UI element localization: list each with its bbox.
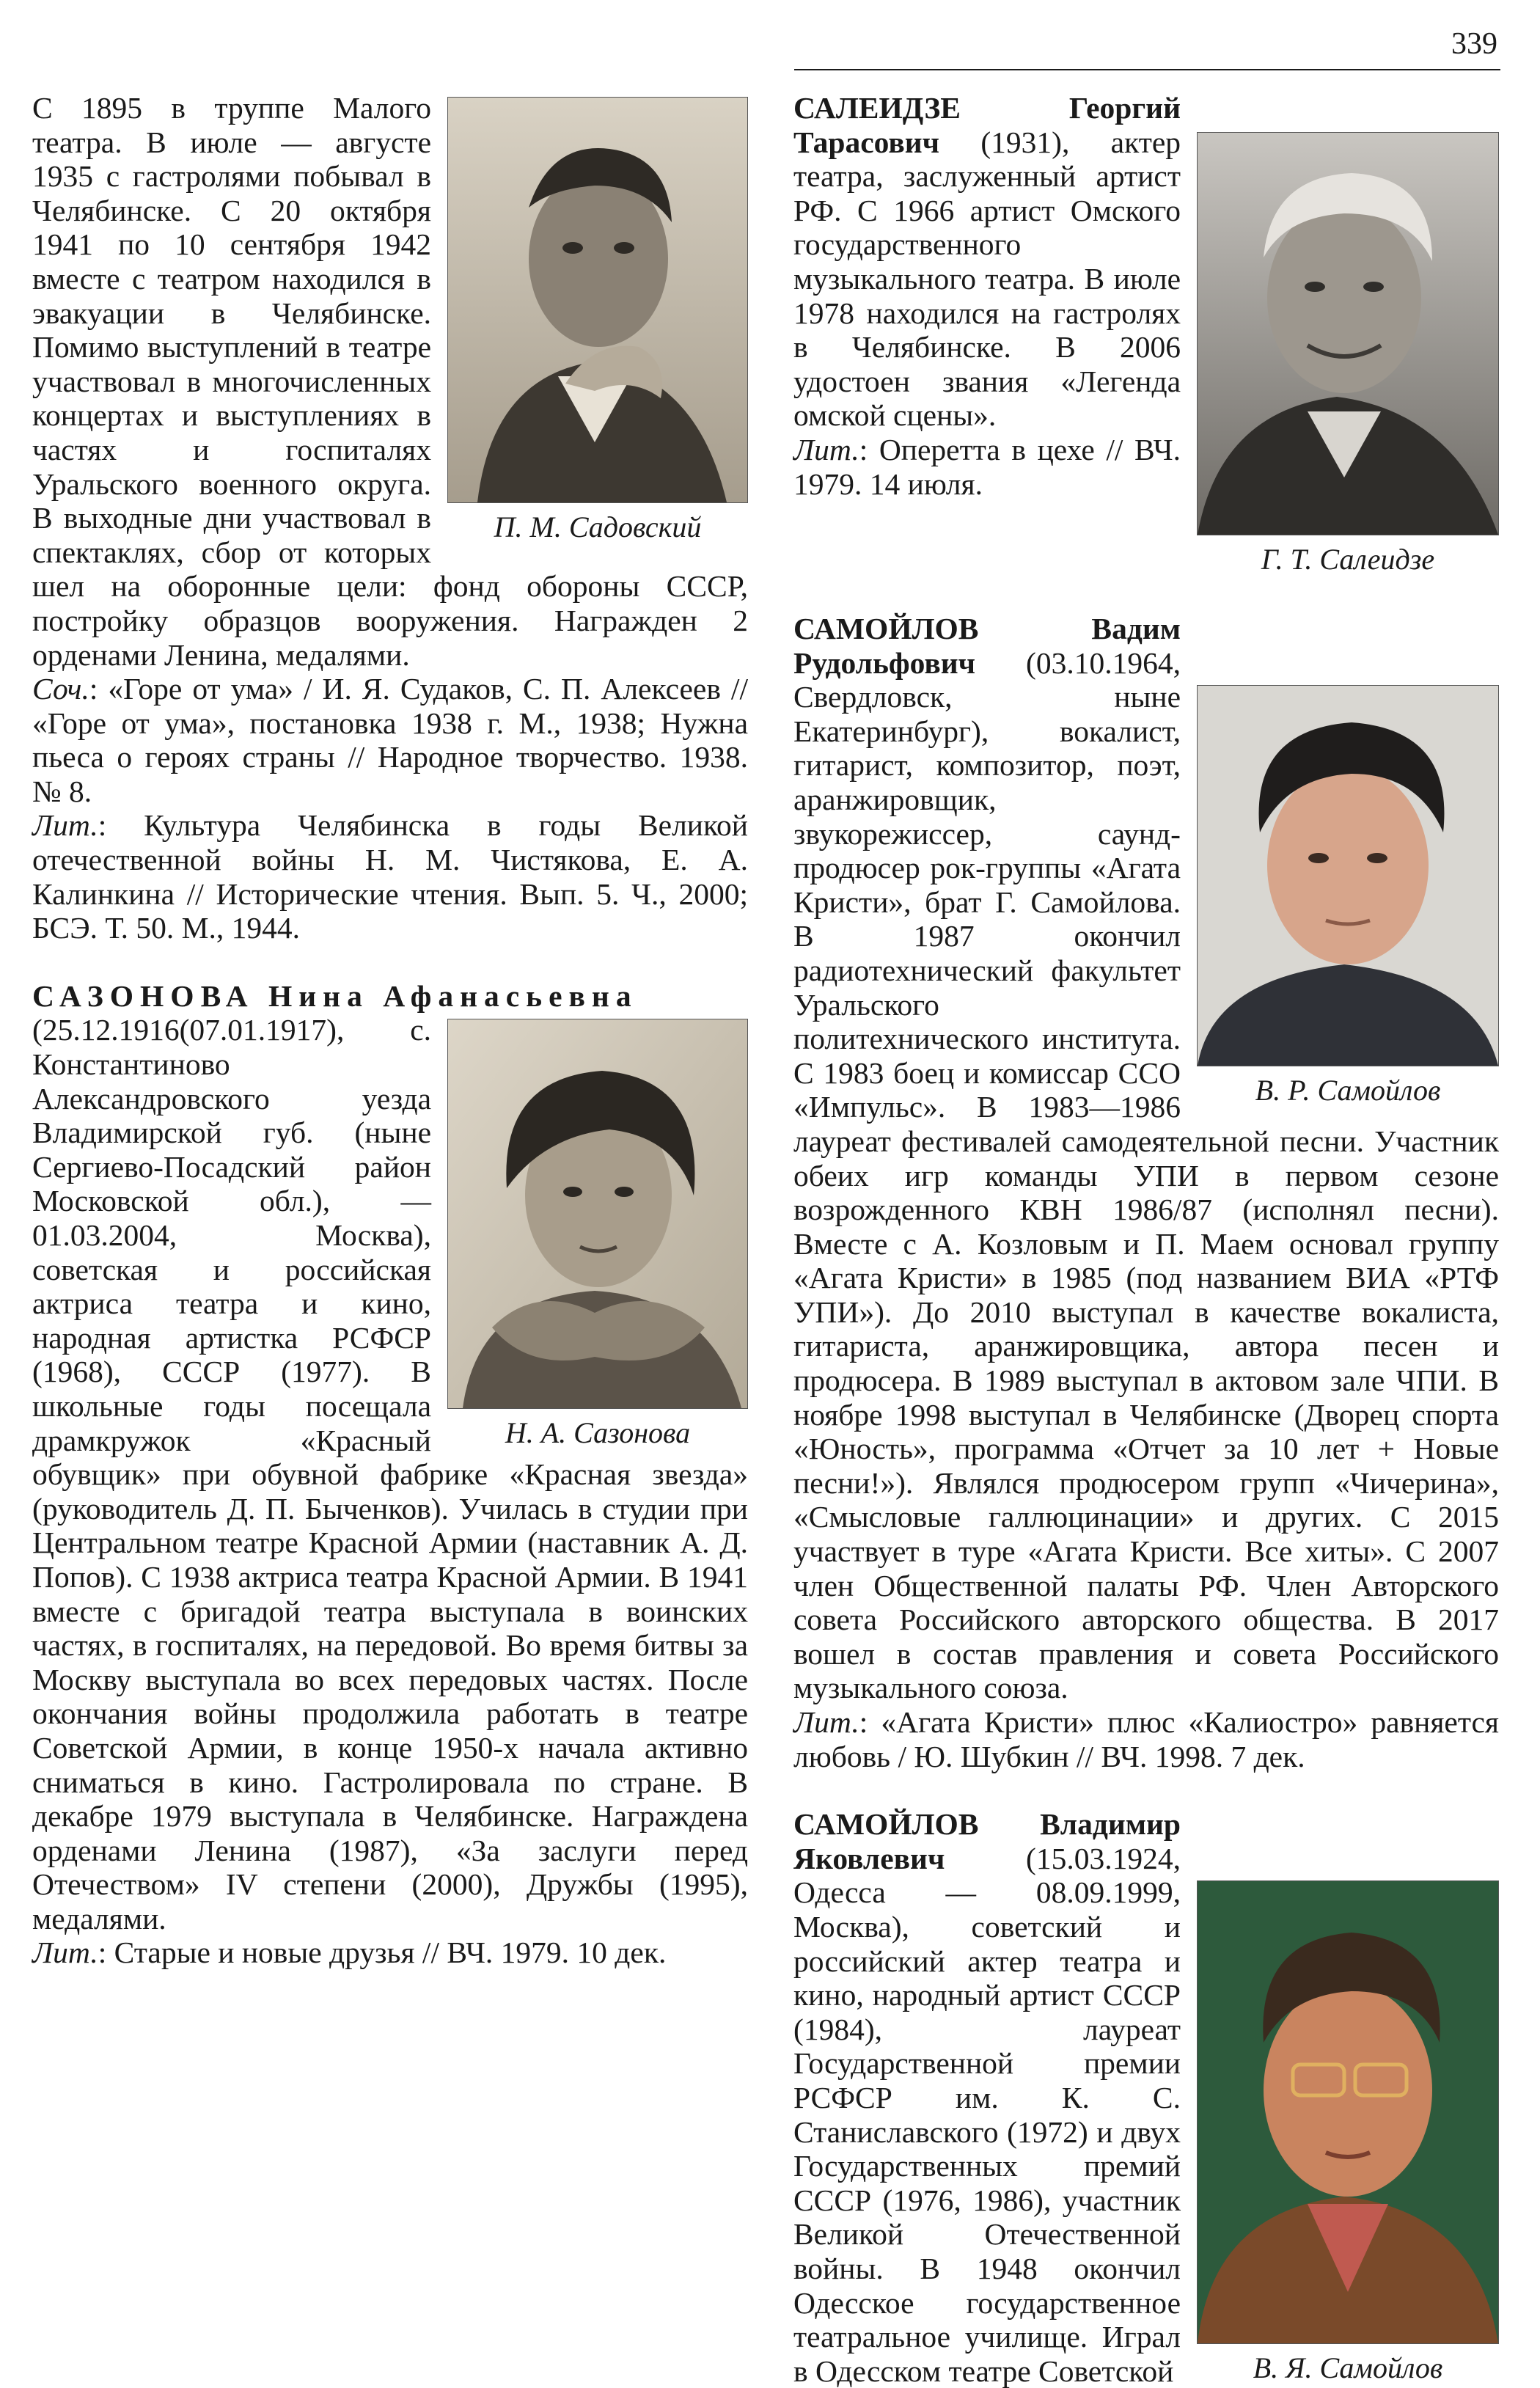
bio-samoilov-vladimir: САМОЙЛОВ Владимир Яковлевич (15.03.1924, Одесса — 08.09.1999, Москва), советский и российский актер театра и кино, народный артист СССР (1984), лауреат Государственной премии РСФСР им. К. С. Станиславского (1972) и двух Государственных премий СССР (1976, 1986), участник Великой Отечественной войны. В 1948 окончил Одесское государственное театральное училище. Играл в Одесском театре Советской	[793, 1807, 1181, 2388]
name-sazonova: САЗОНОВА Нина Афанасьевна	[32, 978, 638, 1013]
page-number: 339	[1451, 27, 1497, 61]
photo-samoilov-vadim	[1197, 685, 1499, 1109]
caption-samoilov-vladimir: В. Я. Самойлов	[1253, 2351, 1443, 2385]
portrait-sazonova	[447, 1019, 748, 1409]
name-saleidze: САЛЕИДЗЕ Георгий Тарасович	[793, 91, 1181, 159]
works-sadovsky: Соч.: «Горе от ума» / И. Я. Судаков, С. П. Алексеев // «Горе от ума», постановка 1938 г. М., 1938; Нужна пьеса о героях страны // Народное творчество. 1938. № 8.	[32, 672, 748, 808]
caption-sadovsky: П. М. Садовский	[494, 510, 702, 543]
header-rule	[794, 69, 1500, 70]
right-column	[793, 91, 1499, 2388]
lit-sadovsky: Лит.: Культура Челябинска в годы Великой отечественной войны Н. М. Чистякова, Е. А. Калинкина // Исторические чтения. Вып. 5. Ч., 2000; БСЭ. Т. 50. М., 1944.	[32, 808, 748, 945]
entry-sazonova	[32, 979, 748, 1970]
name-samoilov-vadim: САМОЙЛОВ Вадим Рудольфович	[793, 612, 1181, 680]
photo-sazonova	[447, 1019, 748, 1451]
name-samoilov-vladimir: САМОЙЛОВ Владимир Яковлевич	[793, 1807, 1181, 1875]
portrait-samoilov-vladimir	[1197, 1880, 1499, 2344]
lit-sazonova: Лит.: Старые и новые друзья // ВЧ. 1979. 10 дек.	[32, 1935, 667, 1970]
entry-samoilov-vladimir	[793, 1807, 1499, 2388]
bio-sazonova: (25.12.1916(07.01.1917), с. Константиново Александровского уезда Владимирской губ. (ныне Сергиево-Посадский район Московской обл.), — 01.03.2004, Москва), советская и российская актриса театра и кино, народная артистка РСФСР (1968), СССР (1977). В школьные годы посещала драмкружок «Красный обувщик» при обувной фабрике «Красная звезда» (руководитель Д. П. Быченков). Училась в студии при Центральном театре Красной Армии (наставник А. Д. Попов). С 1938 актриса театра Красной Армии. В 1941 вместе с бригадой театра выступала в воинских частях, в госпиталях, на передовой. Во время битвы за Москву выступала во всех передовых частях. После окончания войны продолжила работать в театре Советской Армии, в конце 1950-х начала активно сниматься в кино. Гастролировала по стране. В декабре 1979 выступала в Челябинске. Награждена орденами Ленина (1987), «За заслуги перед Отечеством» IV степени (2000), Дружбы (1995), медалями.	[32, 1013, 748, 1935]
entry-sadovsky	[32, 91, 748, 945]
portrait-saleidze	[1197, 132, 1499, 535]
caption-saleidze: Г. Т. Салеидзе	[1261, 543, 1435, 576]
caption-samoilov-vadim: В. Р. Самойлов	[1255, 1074, 1441, 1107]
portrait-samoilov-vadim	[1197, 685, 1499, 1066]
lit-samoilov-vadim: Лит.: «Агата Кристи» плюс «Калиостро» равняется любовь / Ю. Шубкин // ВЧ. 1998. 7 дек.	[793, 1705, 1499, 1773]
header-sazonova	[32, 979, 748, 1014]
entry-samoilov-vadim	[793, 612, 1499, 1773]
bio-saleidze: САЛЕИДЗЕ Георгий Тарасович (1931), актер театра, заслуженный артист РФ. С 1966 артист Омского государственного музыкального театра. В июле 1978 находился на гастролях в Челябинске. В 2006 удостоен звания «Легенда омской сцены».	[793, 91, 1181, 433]
bio-samoilov-vadim: САМОЙЛОВ Вадим Рудольфович (03.10.1964, Свердловск, ныне Екатеринбург), вокалист, гитарист, композитор, поэт, аранжировщик, звукорежиссер, саунд-продюсер рок-группы «Агата Кристи», брат Г. Самойлова. В 1987 окончил радиотехнический факультет Уральского политехнического института. С 1983 боец и комиссар ССО «Импульс». В 1983—1986 лауреат фестивалей самодеятельной песни. Участник обеих игр команды УПИ в первом сезоне возрожденного КВН 1986/87 (исполнял песни). Вместе с А. Козловым и П. Маем основал группу «Агата Кристи» в 1985 (под названием ВИА «РТФ УПИ»). До 2010 выступал в качестве вокалиста, гитариста, аранжировщика, автора песен и продюсера. В 1989 выступал в актовом зале ЧПИ. В ноябре 1998 выступал в Челябинске (Дворец спорта «Юность», программа «Отчет за 10 лет + Новые песни!»). Являлся продюсером групп «Чичерина», «Смысловые галлюцинации» и других. С 2015 участвует в туре «Агата Кристи. Все хиты». С 2007 член Общественной палаты РФ. Член Авторского совета Российского авторского общества. В 2017 вошел в состав правления и совета Российского музыкального союза.	[793, 612, 1499, 1705]
photo-samoilov-vladimir	[1197, 1880, 1499, 2387]
photo-saleidze	[1197, 132, 1499, 578]
entry-saleidze	[793, 91, 1499, 576]
caption-sazonova: Н. А. Сазонова	[505, 1416, 691, 1450]
portrait-sadovsky	[447, 97, 748, 503]
photo-sadovsky	[447, 97, 748, 546]
left-column	[32, 91, 748, 1970]
lit-saleidze: Лит.: Оперетта в цехе // ВЧ. 1979. 14 июля.	[793, 432, 1181, 501]
bio-sadovsky: С 1895 в труппе Малого театра. В июле — августе 1935 с гастролями побывал в Челябинске. С 20 октября 1941 по 10 сентября 1942 вместе с театром находился в эвакуации в Челябинске. Помимо выступлений в театре участвовал в многочисленных концертах и выступлениях в частях и госпиталях Уральского военного округа. В выходные дни участвовал в спектаклях, сбор от которых шел на оборонные цели: фонд обороны СССР, постройку образцов вооружения. Награжден 2 орденами Ленина, медалями.	[32, 91, 748, 672]
